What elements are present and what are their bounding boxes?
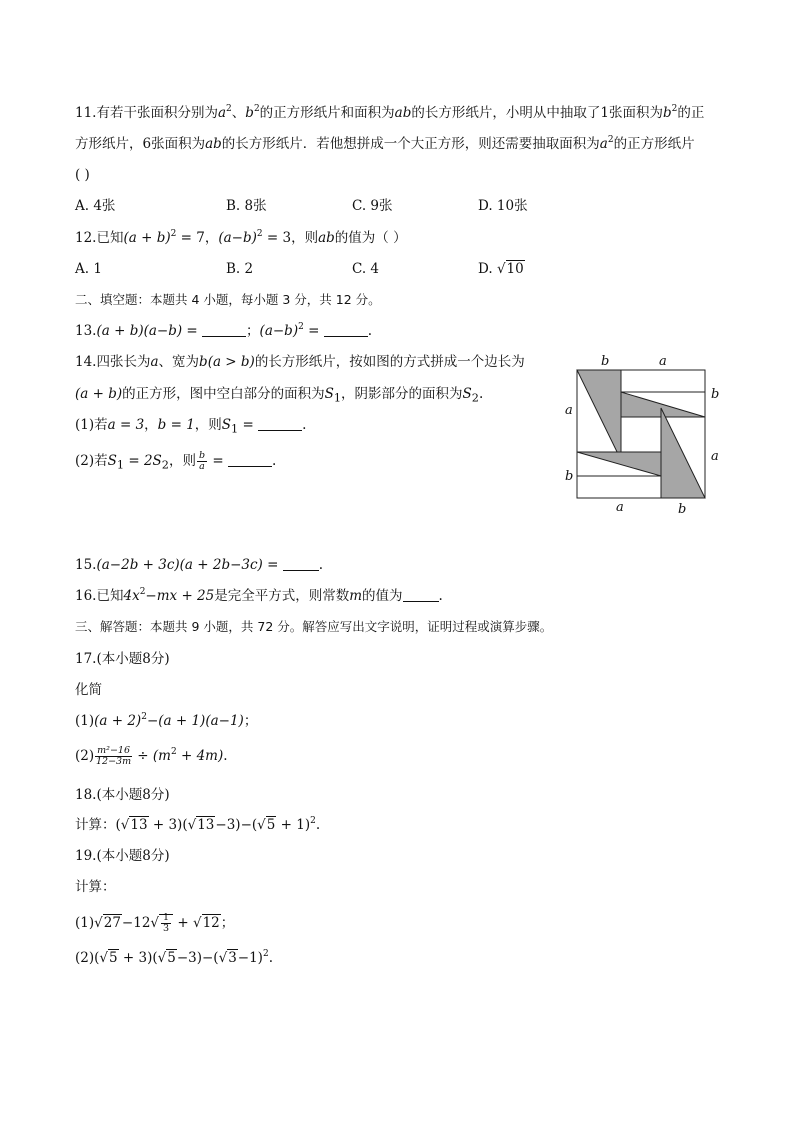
q19-part2: $(2)(√5 + 3)(√5-3)-(√3-1)^2$. [75, 949, 273, 966]
answer-blank [283, 556, 319, 571]
q16: 16.已知$4x^2-mx + 25$是完全平方式，则常数m的值为 . [75, 587, 443, 604]
q18-expression: 计算：$(√13 + 3)(√13-3)-(√5 + 1)^2$. [75, 816, 321, 833]
q12-option-d: D. √10 [478, 261, 524, 277]
label-left-a: a [565, 403, 573, 418]
q11-option-b: B. 8张 [226, 198, 267, 214]
answer-blank [202, 322, 246, 337]
shaded-triangle [577, 452, 661, 476]
q19-heading: 19.(本小题8分) [75, 848, 170, 864]
q17-part2: (2) $\frac{\text{m²−16}}{12-3m}$ ÷ $(m^2 + 4m)$. [75, 745, 228, 767]
answer-blank [228, 452, 272, 467]
q11-paren: ( ) [75, 167, 90, 183]
fraction: $\frac{b}{a}$ [198, 450, 206, 472]
q19-part1: (1)√27−12√ $\frac{1}{3}$ + √12； [75, 912, 235, 934]
q14-line1: 14.四张长为a、宽为b(a > b)的长方形纸片，按如图的方式拼成一个边长为 [75, 354, 525, 370]
q15: 15.(a−2b + 3c)(a + 2b−3c) = . [75, 557, 324, 573]
section-solve-heading: 三、解答题：本题共 9 小题，共 72 分。解答应写出文字说明，证明过程或演算步骤。 [75, 619, 553, 634]
fraction: $\frac{1}{3}$ [163, 912, 170, 934]
label-bottom-a: a [616, 500, 624, 515]
label-bottom-b: b [678, 502, 687, 517]
label-right-b: b [711, 387, 720, 402]
q12-stem: 12.已知$(a + b)^2 = 7$，$(a-b)^2 = 3$，则ab的值为（ ） [75, 229, 407, 246]
fraction: $\frac{\text{m²−16}}{12-3m}$ [96, 745, 132, 767]
q11-line2: 方形纸片，6张面积为ab的长方形纸片．若他想拼成一个大正方形，则还需要抽取面积为$a^2$的正方形纸片 [75, 135, 695, 152]
q14-part1: (1)若a = 3，b = 1，则$S_1$ = . [75, 417, 307, 436]
q11-option-a: A. 4张 [75, 198, 116, 214]
label-top-a: a [659, 354, 667, 369]
label-right-a: a [711, 449, 719, 464]
q11-option-c: C. 9张 [352, 198, 393, 214]
label-left-b: b [565, 469, 574, 484]
shaded-triangle [577, 370, 621, 460]
q17-heading: 17.(本小题8分) [75, 651, 170, 667]
q18-heading: 18.(本小题8分) [75, 787, 170, 803]
q17-instruction: 化简 [75, 682, 102, 698]
q12-option-c: C. 4 [352, 261, 380, 277]
q14-line2: (a + b)的正方形，图中空白部分的面积为$S_1$，阴影部分的面积为$S_2$. [75, 386, 484, 405]
q12-option-b: B. 2 [226, 261, 254, 277]
q14-part2: (2)若$S_1 = 2S_2$，则 $\frac{b}{a}$ = . [75, 450, 277, 472]
label-top-b: b [601, 354, 610, 369]
q11-option-d: D. 10张 [478, 198, 528, 214]
q19-instruction: 计算： [75, 879, 116, 895]
shaded-triangle [661, 408, 705, 498]
q12-option-a: A. 1 [75, 261, 102, 277]
q17-part1: $(1)(a + 2)^2-(a + 1)(a-1)$； [75, 712, 258, 729]
q13: 13.(a + b)(a−b) = ；$(a-b)^2$ = . [75, 322, 373, 339]
q14-figure [558, 350, 728, 520]
q11-line1: 11.有若干张面积分别为$a^2$、$b^2$的正方形纸片和面积为ab的长方形纸片，小明从中抽取了1张面积为$b^2$的正 [75, 104, 705, 121]
answer-blank [324, 322, 368, 337]
sqrt-radicand: 10 [506, 261, 524, 277]
answer-blank [258, 416, 302, 431]
section-fill-in-heading: 二、填空题：本题共 4 小题，每小题 3 分，共 12 分。 [75, 292, 381, 307]
answer-blank [403, 587, 439, 602]
